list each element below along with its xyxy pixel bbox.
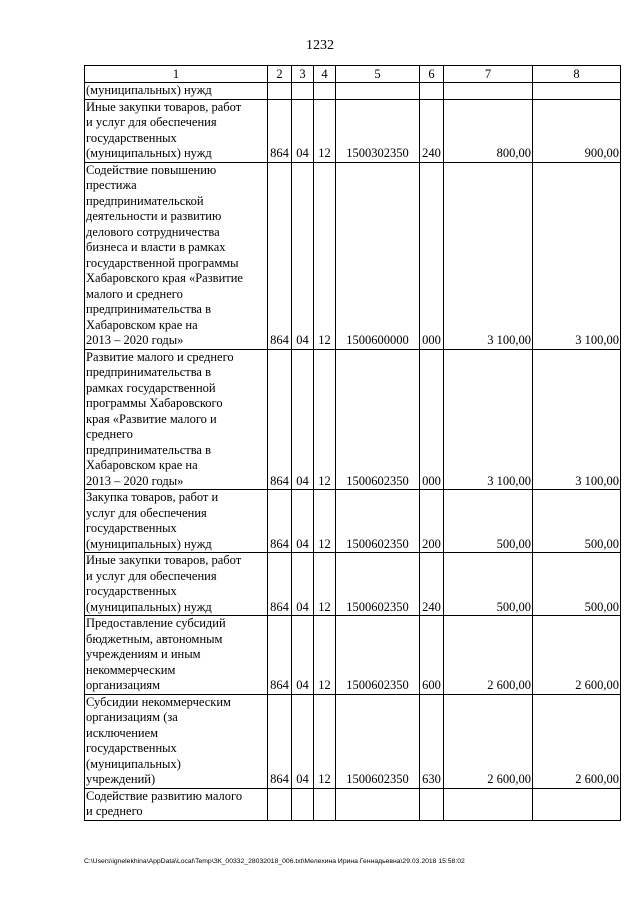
subsection-code: 12 [314,553,336,616]
row-description [85,616,268,695]
expense-type-code [420,788,444,820]
page-number: 1232 [306,38,334,53]
table-row [85,490,621,553]
subsection-code: 12 [314,490,336,553]
expense-type-code: 240 [420,99,444,162]
expense-type-code: 000 [420,349,444,490]
section-code [292,788,314,820]
target-article-code: 1500602350 [336,694,420,788]
description-line: государственной программы [86,255,239,270]
description-line: 2013 – 2020 годы» [86,333,184,347]
section-code: 04 [292,349,314,490]
subsection-code [314,83,336,100]
description-line: малого и среднего [86,286,183,301]
section-code: 04 [292,694,314,788]
file-path-footer: C:\Users\ignelekhina\AppData\Local\Temp\ЗК_00332_28032018_006.txt\Мелехина Ирина Геннадьевна\29.03.2018 15:58:02 [84,858,465,865]
description-line: учреждениям и иным [86,647,201,661]
row-description [85,162,268,349]
expense-type-code: 600 [420,616,444,695]
description-line: государственных [86,741,177,755]
amount-col8: 3 100,00 [533,162,621,349]
amount-col8: 500,00 [533,553,621,616]
row-description [85,490,268,553]
description-line: Иные закупки товаров, работ [86,99,242,114]
section-code: 04 [292,99,314,162]
amount-col8 [533,788,621,820]
section-code [292,83,314,100]
target-article-code: 1500600000 [336,162,420,349]
row-description [85,349,268,490]
subsection-code: 12 [314,99,336,162]
description-line: организациям [86,678,161,692]
description-line: исключением [86,725,159,740]
expense-type-code [420,83,444,100]
column-header: 5 [336,66,420,83]
description-line: услуг для обеспечения [86,505,207,520]
description-line: государственных [86,130,177,145]
table-row [85,788,621,820]
admin-code: 864 [268,349,292,490]
description-line: Закупка товаров, работ и [86,490,219,504]
amount-col7: 2 600,00 [444,616,533,695]
table-row [85,99,621,162]
subsection-code: 12 [314,694,336,788]
subsection-code: 12 [314,616,336,695]
column-header: 7 [444,66,533,83]
admin-code [268,788,292,820]
description-line: Хабаровском крае на [86,317,198,332]
description-line: Субсидии некоммерческим [86,694,231,709]
description-line: предпринимательства в [86,302,212,316]
amount-col8: 900,00 [533,99,621,162]
section-code: 04 [292,553,314,616]
table-row [85,349,621,490]
section-code: 04 [292,616,314,695]
admin-code [268,83,292,100]
description-line: Развитие малого и среднего [86,349,234,364]
description-line: делового сотрудничества [86,224,220,239]
description-line: государственных [86,584,177,598]
description-line: (муниципальных) нужд [86,146,212,160]
admin-code: 864 [268,553,292,616]
description-line: Хабаровского края «Развитие [86,271,243,285]
table-row [85,162,621,349]
column-header: 3 [292,66,314,83]
description-line: бизнеса и власти в рамках [86,240,226,254]
section-code: 04 [292,162,314,349]
column-header: 6 [420,66,444,83]
section-code: 04 [292,490,314,553]
description-line: (муниципальных) нужд [86,83,212,97]
description-line: учреждений) [86,772,156,786]
description-line: и услуг для обеспечения [86,568,217,583]
column-header: 4 [314,66,336,83]
description-line: государственных [86,521,177,535]
amount-col7: 800,00 [444,99,533,162]
subsection-code: 12 [314,349,336,490]
budget-table [84,65,621,821]
target-article-code: 1500302350 [336,99,420,162]
admin-code: 864 [268,99,292,162]
row-description [85,553,268,616]
amount-col7: 3 100,00 [444,162,533,349]
row-description [85,788,268,820]
amount-col7: 500,00 [444,490,533,553]
description-line: предпринимательства в [86,442,212,457]
amount-col7: 3 100,00 [444,349,533,490]
description-line: (муниципальных) нужд [86,536,212,551]
expense-type-code: 240 [420,553,444,616]
description-line: Содействие развитию малого [86,788,243,803]
description-line: Предоставление субсидий [86,616,226,630]
description-line: и среднего [86,804,143,818]
expense-type-code: 630 [420,694,444,788]
table-row [85,616,621,695]
amount-col7 [444,83,533,100]
description-line: предпринимательства в [86,365,212,379]
amount-col7: 500,00 [444,553,533,616]
table-row [85,694,621,788]
admin-code: 864 [268,490,292,553]
header-row [85,66,621,83]
description-line: организациям (за [86,710,178,724]
column-header: 8 [533,66,621,83]
expense-type-code: 200 [420,490,444,553]
amount-col8: 2 600,00 [533,694,621,788]
target-article-code [336,83,420,100]
amount-col7 [444,788,533,820]
amount-col7: 2 600,00 [444,694,533,788]
description-line: программы Хабаровского [86,396,223,410]
subsection-code: 12 [314,162,336,349]
target-article-code: 1500602350 [336,349,420,490]
description-line: рамках государственной [86,380,216,395]
description-line: бюджетным, автономным [86,631,223,646]
target-article-code: 1500602350 [336,490,420,553]
admin-code: 864 [268,162,292,349]
description-line: (муниципальных) нужд [86,599,212,614]
admin-code: 864 [268,616,292,695]
description-line: и услуг для обеспечения [86,115,217,129]
target-article-code: 1500602350 [336,553,420,616]
row-description [85,83,268,100]
description-line: (муниципальных) [86,756,181,771]
subsection-code [314,788,336,820]
amount-col8: 3 100,00 [533,349,621,490]
description-line: Иные закупки товаров, работ [86,553,242,567]
column-header: 1 [85,66,268,83]
description-line: некоммерческим [86,662,176,677]
table-row [85,553,621,616]
target-article-code [336,788,420,820]
description-line: престижа [86,178,137,192]
amount-col8: 2 600,00 [533,616,621,695]
row-description [85,99,268,162]
admin-code: 864 [268,694,292,788]
description-line: края «Развитие малого и [86,411,217,426]
description-line: Хабаровском крае на [86,458,198,472]
expense-type-code: 000 [420,162,444,349]
description-line: предпринимательской [86,193,204,208]
description-line: Содействие повышению [86,162,217,177]
target-article-code: 1500602350 [336,616,420,695]
amount-col8: 500,00 [533,490,621,553]
description-line: 2013 – 2020 годы» [86,473,184,488]
column-header: 2 [268,66,292,83]
description-line: среднего [86,427,133,441]
amount-col8 [533,83,621,100]
row-description [85,694,268,788]
table-row [85,83,621,100]
description-line: деятельности и развитию [86,209,222,223]
